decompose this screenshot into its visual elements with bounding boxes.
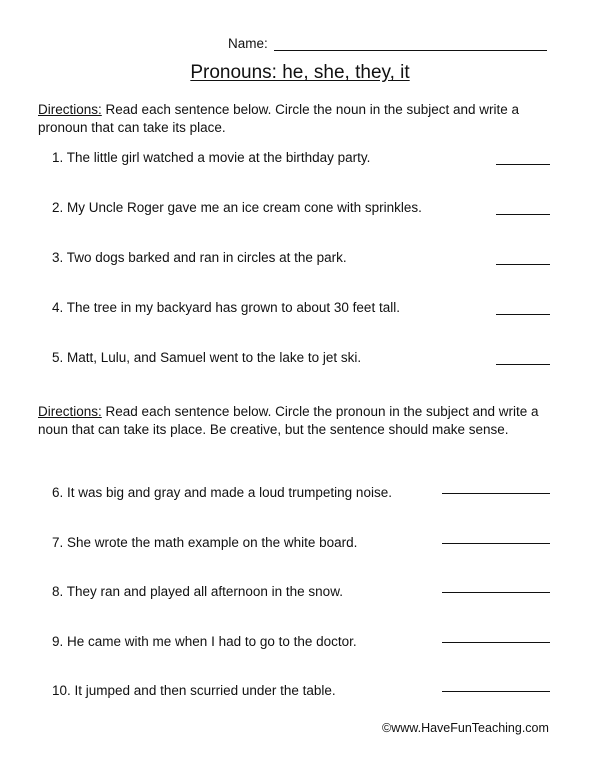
sentence-item: 1. The little girl watched a movie at the birthday party. (52, 150, 371, 165)
answer-blank[interactable] (442, 543, 550, 544)
answer-blank[interactable] (442, 642, 550, 643)
directions-label: Directions: (38, 404, 102, 419)
answer-blank[interactable] (496, 264, 550, 265)
name-field-row (228, 36, 547, 51)
sentence-item: 7. She wrote the math example on the white board. (52, 535, 358, 550)
sentence-item: 9. He came with me when I had to go to the doctor. (52, 634, 357, 649)
directions-section-2 (38, 403, 568, 438)
name-blank-line[interactable] (274, 37, 547, 51)
sentence-item: 4. The tree in my backyard has grown to about 30 feet tall. (52, 300, 400, 315)
name-label: Name: (228, 36, 268, 51)
worksheet-title: Pronouns: he, she, they, it (190, 62, 410, 83)
directions-text: Read each sentence below. Circle the pronoun in the subject and write a noun that can take its place. Be creative, but the sentence should make sense. (38, 404, 539, 437)
answer-blank[interactable] (442, 592, 550, 593)
directions-section-1 (38, 101, 568, 136)
directions-label: Directions: (38, 102, 102, 117)
sentence-item: 8. They ran and played all afternoon in the snow. (52, 584, 343, 599)
answer-blank[interactable] (496, 214, 550, 215)
sentence-item: 3. Two dogs barked and ran in circles at the park. (52, 250, 347, 265)
answer-blank[interactable] (496, 364, 550, 365)
sentence-item: 6. It was big and gray and made a loud trumpeting noise. (52, 485, 392, 500)
answer-blank[interactable] (496, 314, 550, 315)
sentence-item: 5. Matt, Lulu, and Samuel went to the lake to jet ski. (52, 350, 362, 365)
answer-blank[interactable] (442, 493, 550, 494)
copyright-footer: ©www.HaveFunTeaching.com (382, 721, 549, 735)
answer-blank[interactable] (442, 691, 550, 692)
answer-blank[interactable] (496, 164, 550, 165)
directions-text: Read each sentence below. Circle the noun in the subject and write a pronoun that can take its place. (38, 102, 520, 135)
sentence-item: 2. My Uncle Roger gave me an ice cream cone with sprinkles. (52, 200, 422, 215)
sentence-item: 10. It jumped and then scurried under the table. (52, 683, 336, 698)
